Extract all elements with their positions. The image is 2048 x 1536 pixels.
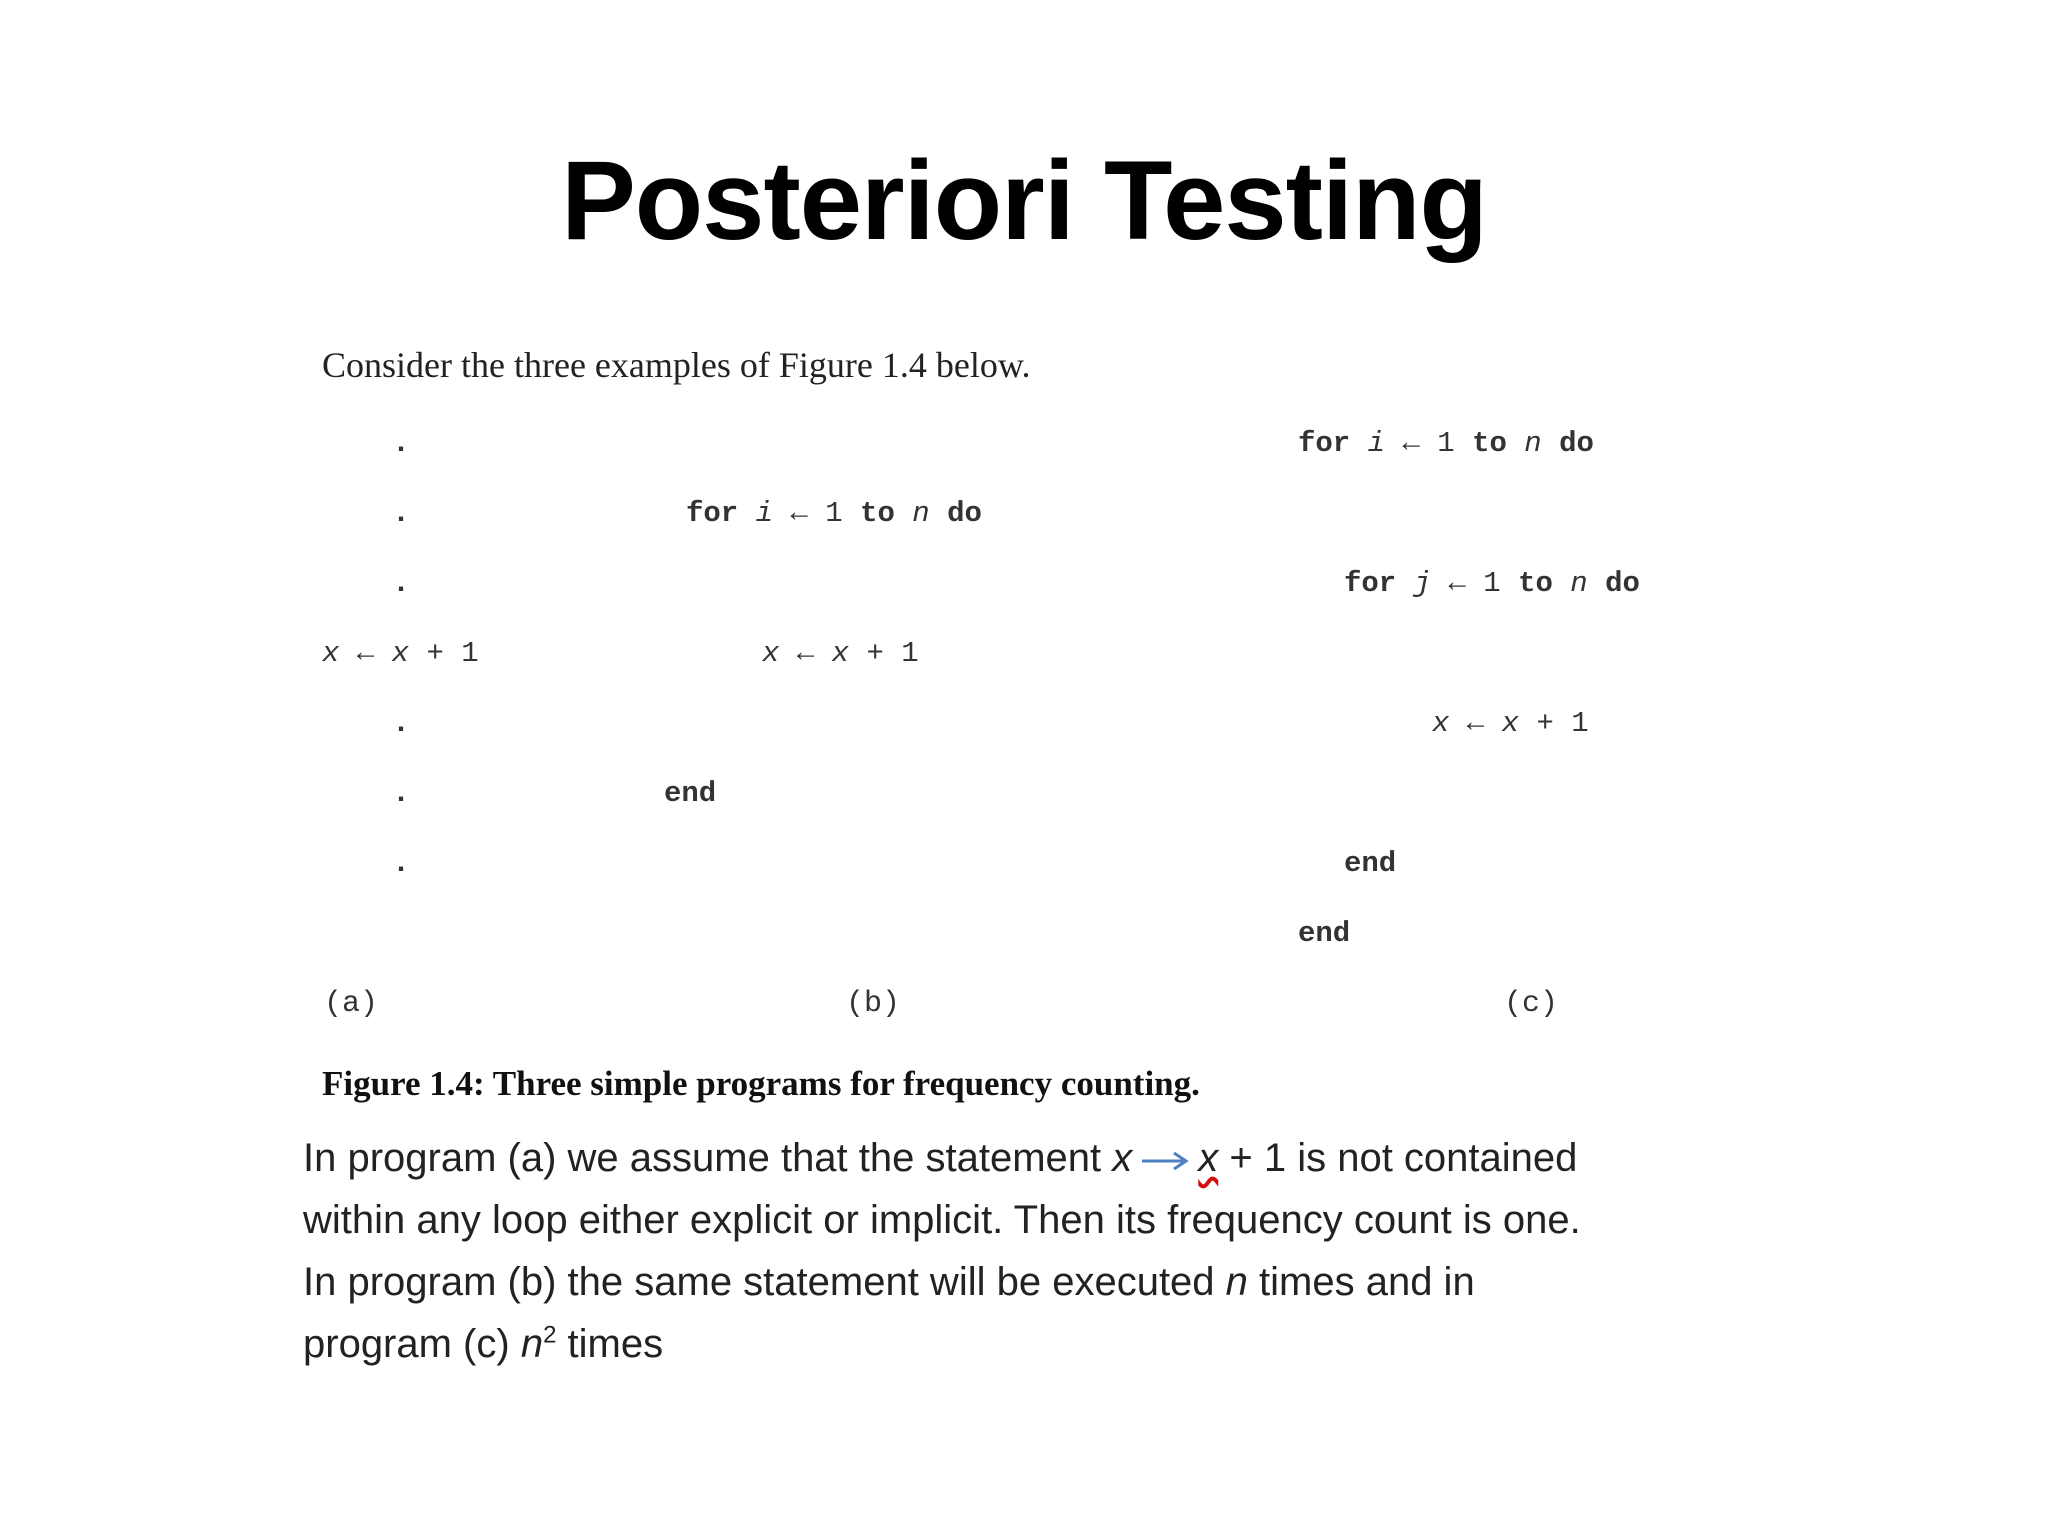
- program-b-end: end: [664, 777, 717, 810]
- statement-plus: + 1: [866, 637, 919, 670]
- statement-var: x: [1432, 707, 1450, 740]
- loop-var: i: [1367, 427, 1386, 460]
- statement-var: x: [322, 637, 340, 670]
- label-b: (b): [846, 987, 901, 1021]
- keyword-do: do: [1605, 567, 1640, 600]
- loop-end: n: [1524, 427, 1542, 460]
- paragraph-line-3: [303, 1258, 1803, 1306]
- loop-start: 1: [825, 497, 843, 530]
- statement-plus: + 1: [1536, 707, 1589, 740]
- statement-var: x: [831, 637, 850, 670]
- loop-var: j: [1413, 567, 1432, 600]
- keyword-do: do: [947, 497, 982, 530]
- program-a-dot: .: [392, 707, 411, 741]
- keyword-do: do: [1559, 427, 1594, 460]
- keyword-for: for: [686, 497, 739, 530]
- program-a-dot: .: [392, 497, 411, 531]
- keyword-for: for: [1298, 427, 1351, 460]
- program-b-for-line: [686, 496, 982, 532]
- program-a-dot: .: [392, 777, 411, 811]
- program-a-dot: .: [392, 567, 411, 601]
- statement-var: x: [391, 637, 410, 670]
- paragraph-var: x: [1112, 1136, 1133, 1180]
- paragraph-text: In program (a) we assume that the statement: [303, 1136, 1113, 1180]
- paragraph-var-spellcheck: x: [1198, 1136, 1219, 1180]
- paragraph-text: times: [556, 1322, 664, 1366]
- loop-end: n: [1570, 567, 1588, 600]
- right-arrow-icon: [1140, 1136, 1190, 1184]
- loop-start: 1: [1483, 567, 1501, 600]
- loop-end: n: [912, 497, 930, 530]
- program-a-statement: [322, 636, 479, 672]
- figure-caption: Figure 1.4: Three simple programs for frequency counting.: [322, 1064, 1200, 1103]
- keyword-to: to: [1518, 567, 1553, 600]
- assign-arrow: ←: [356, 637, 375, 670]
- program-c-outer-end: end: [1298, 917, 1351, 950]
- paragraph-var: n: [520, 1322, 544, 1366]
- program-c-inner-for-line: [1344, 566, 1640, 602]
- program-b-statement: [762, 636, 919, 672]
- paragraph-line-1: [303, 1134, 1803, 1184]
- program-a-dot: .: [392, 847, 411, 881]
- label-a: (a): [324, 987, 379, 1021]
- assign-arrow: ←: [796, 637, 815, 670]
- statement-var: x: [762, 637, 780, 670]
- paragraph-text: In program (b) the same statement will be executed: [303, 1260, 1226, 1304]
- program-c-inner-end: end: [1344, 847, 1397, 880]
- keyword-to: to: [1472, 427, 1507, 460]
- keyword-to: to: [860, 497, 895, 530]
- statement-var: x: [1501, 707, 1520, 740]
- program-a-dot: .: [392, 427, 411, 461]
- assign-arrow: ←: [1402, 427, 1420, 460]
- keyword-for: for: [1344, 567, 1397, 600]
- paragraph-text: program (c): [303, 1322, 521, 1366]
- assign-arrow: ←: [1448, 567, 1466, 600]
- paragraph-line-4: [303, 1320, 1803, 1368]
- superscript: 2: [543, 1321, 557, 1349]
- program-c-statement: [1432, 706, 1589, 742]
- paragraph-var: n: [1225, 1260, 1248, 1304]
- statement-plus: + 1: [426, 637, 479, 670]
- loop-var: i: [755, 497, 774, 530]
- label-c: (c): [1504, 987, 1559, 1021]
- intro-text: Consider the three examples of Figure 1.4 below.: [322, 345, 1031, 385]
- paragraph-text: + 1 is not contained: [1218, 1136, 1578, 1180]
- slide-title: Posteriori Testing: [561, 138, 1487, 263]
- program-c-outer-for-line: [1298, 426, 1594, 462]
- assign-arrow: ←: [1466, 707, 1485, 740]
- paragraph-line-2: within any loop either explicit or implicit. Then its frequency count is one.: [303, 1198, 1581, 1242]
- paragraph-text: times and in: [1247, 1260, 1475, 1304]
- loop-start: 1: [1437, 427, 1455, 460]
- assign-arrow: ←: [790, 497, 808, 530]
